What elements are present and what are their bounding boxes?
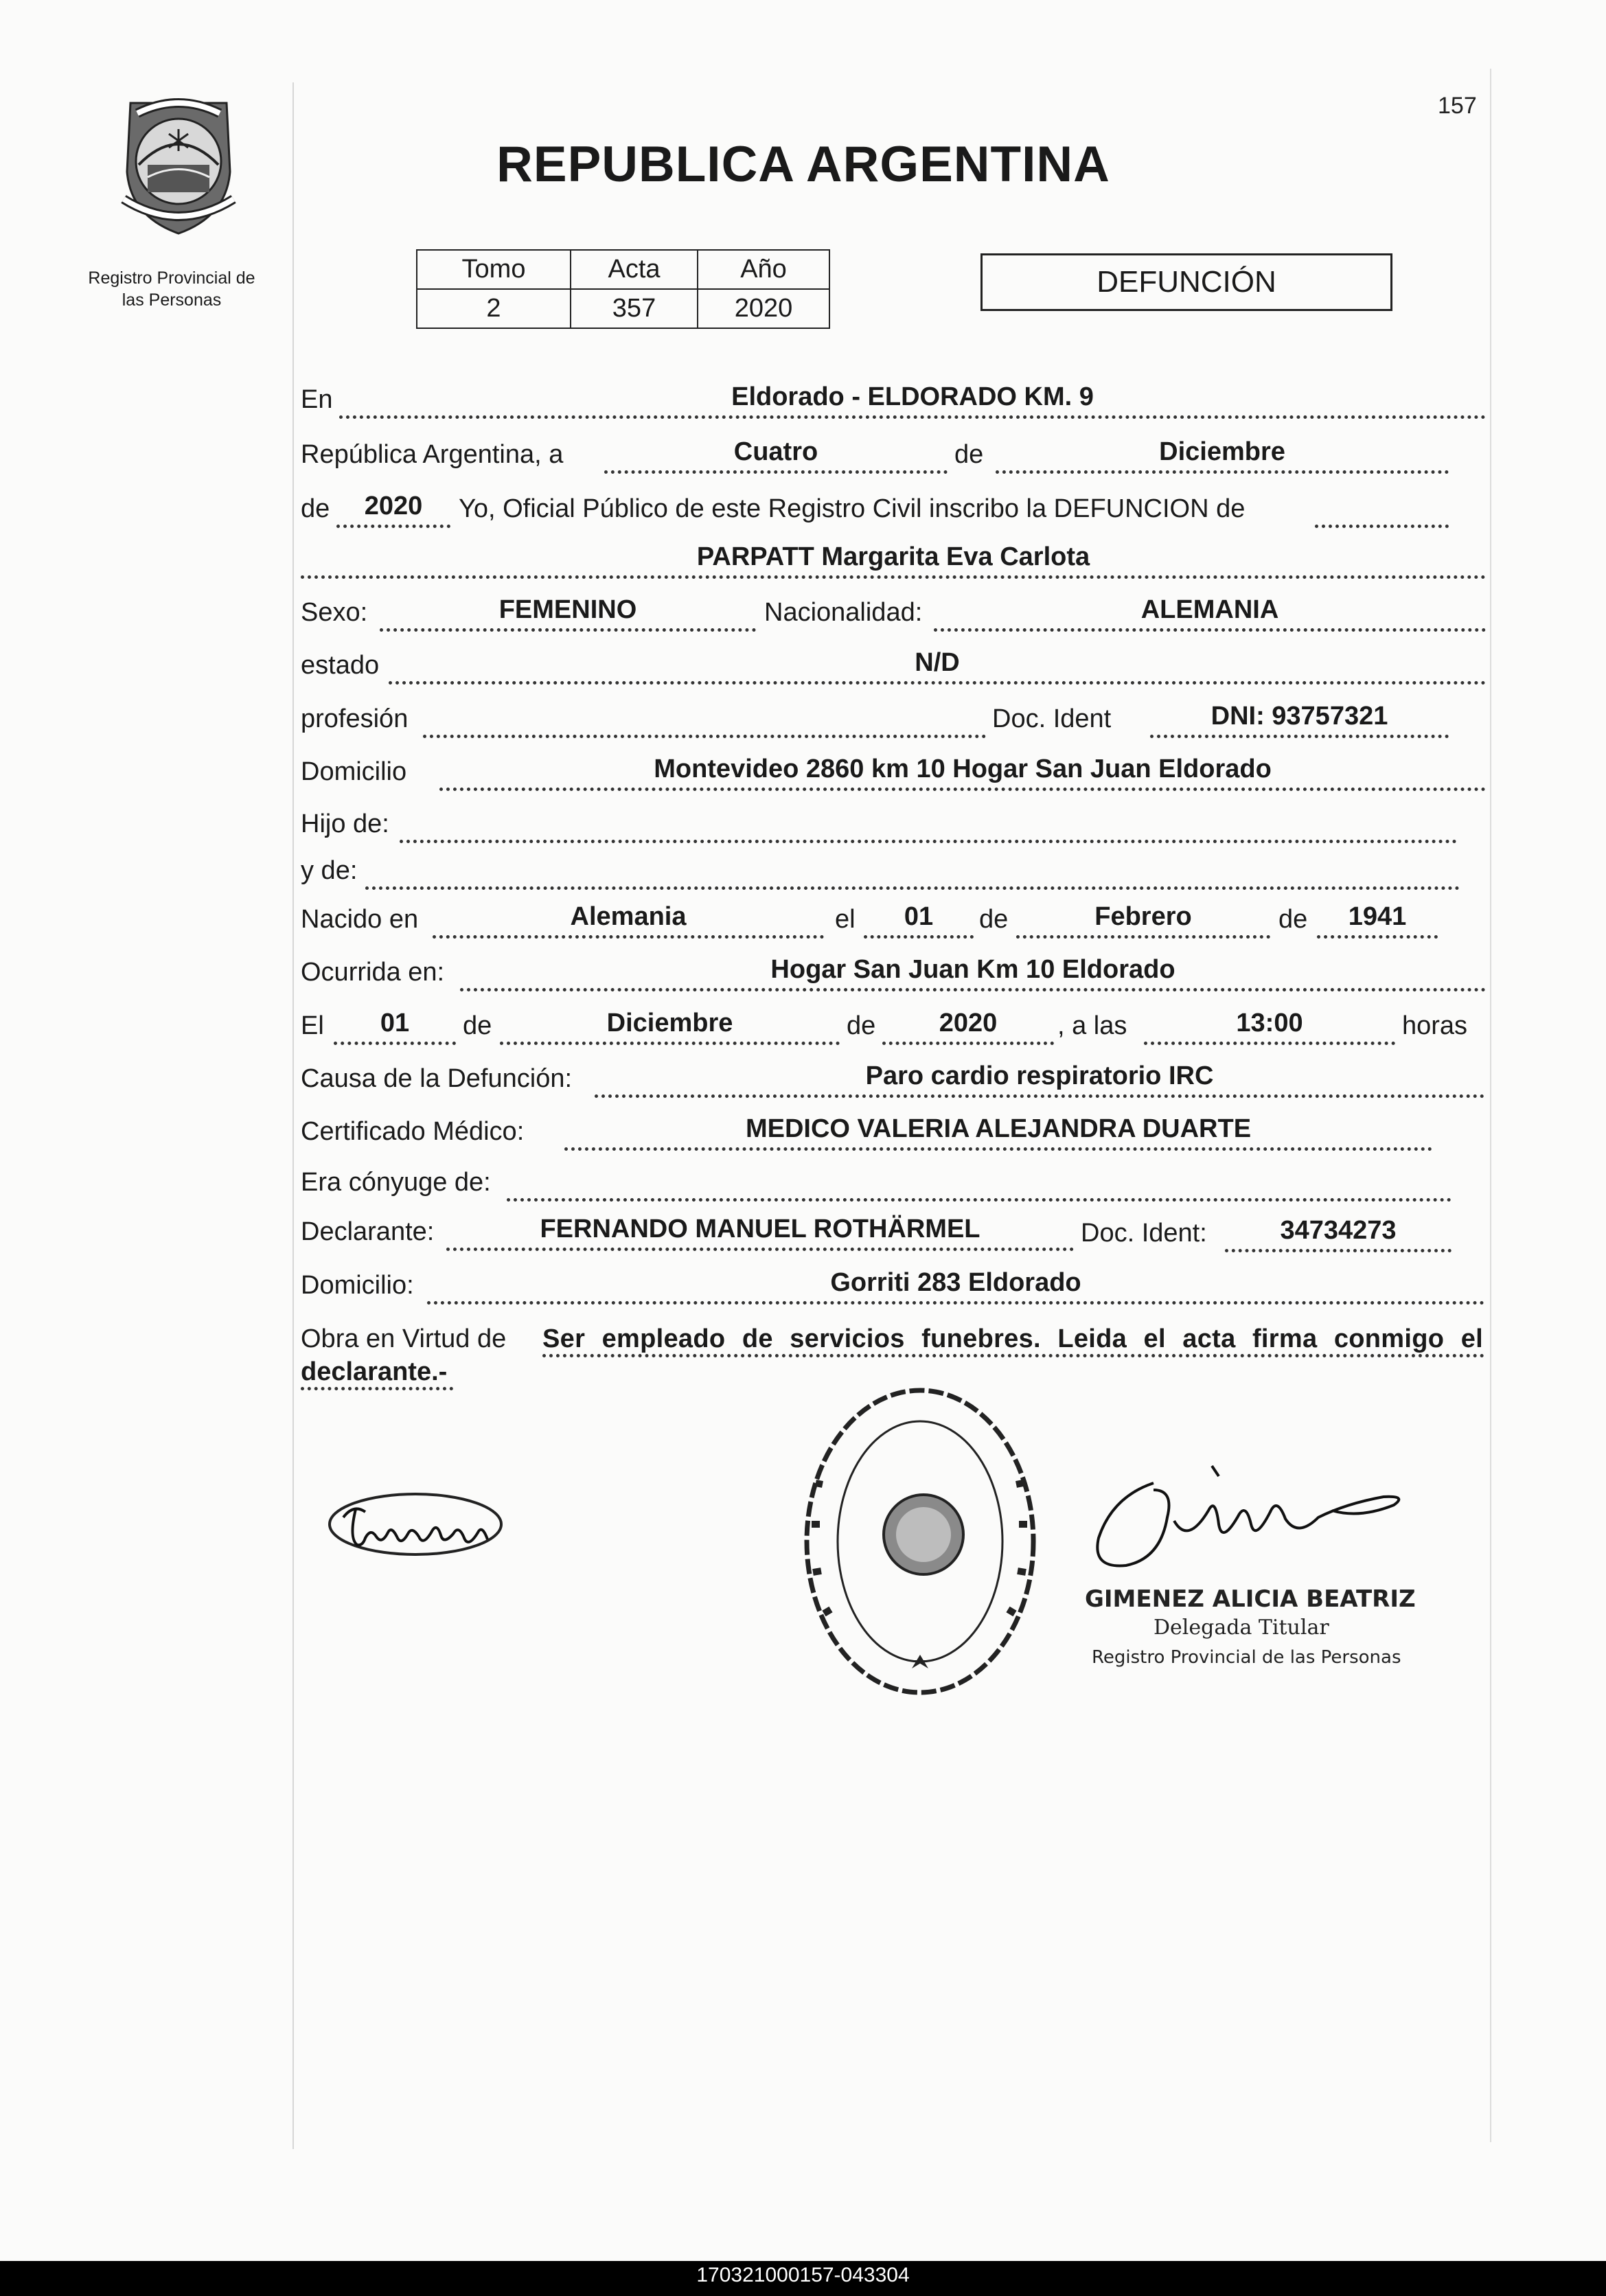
death-year: 2020: [939, 1009, 998, 1037]
anio-header: Año: [698, 250, 829, 289]
death-de-label-1: de: [463, 1011, 492, 1040]
death-month-line: [500, 1042, 840, 1045]
declarant-signature: [323, 1483, 508, 1565]
birth-month: Febrero: [1094, 902, 1192, 931]
decl-domicilio-value: Gorriti 283 Eldorado: [830, 1268, 1081, 1297]
provincial-seal-icon: [110, 96, 247, 240]
year-line: [336, 525, 450, 528]
nacido-line: [433, 935, 824, 939]
nacionalidad-line: [934, 628, 1486, 632]
day-line: [604, 470, 948, 474]
death-day: 01: [380, 1009, 410, 1037]
svg-text:Delegada Titular: Delegada Titular: [1154, 1616, 1329, 1640]
causa-value: Paro cardio respiratorio IRC: [865, 1061, 1214, 1090]
decl-domicilio-label: Domicilio:: [301, 1271, 414, 1300]
declarante-line: [446, 1248, 1074, 1251]
nacido-value: Alemania: [570, 902, 687, 931]
official-stamp-icon: [796, 1380, 1044, 1703]
tomo-header: Tomo: [417, 250, 571, 289]
birth-de-label-2: de: [1278, 905, 1308, 934]
hijo-label: Hijo de:: [301, 810, 389, 838]
ocurrida-label: Ocurrida en:: [301, 958, 445, 987]
alas-label: , a las: [1057, 1011, 1127, 1040]
obra-line-2: [301, 1387, 453, 1390]
en-value: Eldorado - ELDORADO KM. 9: [731, 382, 1094, 411]
sexo-label: Sexo:: [301, 598, 368, 627]
death-time: 13:00: [1236, 1009, 1303, 1037]
yde-line: [365, 886, 1460, 890]
horas-label: horas: [1402, 1011, 1468, 1040]
left-margin-line: [292, 82, 294, 2149]
page-number: 157: [1438, 93, 1477, 119]
de-label-2: de: [301, 494, 330, 523]
conyuge-label: Era cónyuge de:: [301, 1168, 491, 1197]
en-line: [339, 415, 1486, 419]
birth-year: 1941: [1348, 902, 1407, 931]
anio-value: 2020: [698, 289, 829, 328]
svg-text:GIMENEZ ALICIA BEATRIZ: GIMENEZ ALICIA BEATRIZ: [1085, 1585, 1416, 1613]
barcode-text: 170321000157-043304: [696, 2264, 910, 2286]
official-signature: [1071, 1456, 1428, 1682]
en-label: En: [301, 385, 333, 414]
domicilio-label: Domicilio: [301, 757, 407, 786]
causa-label: Causa de la Defunción:: [301, 1064, 573, 1093]
acta-header: Acta: [571, 250, 698, 289]
certificado-line: [564, 1147, 1432, 1151]
obra-line-1: [542, 1354, 1484, 1357]
domicilio-value: Montevideo 2860 km 10 Hogar San Juan Eldorado: [654, 755, 1272, 783]
reference-value-row: [417, 289, 829, 328]
obra-label: Obra en Virtud de: [301, 1324, 507, 1353]
tomo-value: 2: [417, 289, 571, 328]
nacionalidad-value: ALEMANIA: [1140, 595, 1279, 624]
el2-label: El: [301, 1011, 324, 1040]
birth-day-line: [864, 935, 974, 939]
month-value: Diciembre: [1159, 437, 1285, 466]
de-label-1: de: [954, 440, 984, 469]
death-time-line: [1144, 1042, 1395, 1045]
day-value: Cuatro: [733, 437, 818, 466]
document-title: REPUBLICA ARGENTINA: [496, 137, 1110, 192]
death-day-line: [334, 1042, 456, 1045]
registry-label: Registro Provincial de las Personas: [88, 268, 255, 310]
nacido-label: Nacido en: [301, 905, 419, 934]
right-margin-line: [1490, 69, 1491, 2142]
republica-label: República Argentina, a: [301, 440, 564, 469]
yde-label: y de:: [301, 856, 358, 885]
conyuge-line: [507, 1198, 1452, 1202]
profesion-line: [423, 735, 986, 738]
reference-header-row: [417, 250, 829, 289]
ocurrida-value: Hogar San Juan Km 10 Eldorado: [770, 955, 1175, 984]
estado-value: N/D: [915, 648, 960, 677]
nacionalidad-label: Nacionalidad:: [764, 598, 923, 627]
document-type-box: DEFUNCIÓN: [980, 253, 1392, 311]
decl-doc-value: 34734273: [1280, 1216, 1397, 1245]
declarante-value: FERNANDO MANUEL ROTHÄRMEL: [540, 1215, 980, 1243]
death-year-line: [882, 1042, 1054, 1045]
obra-value-line2: declarante.-: [301, 1357, 448, 1386]
certificado-label: Certificado Médico:: [301, 1117, 525, 1146]
obra-value-line1: Ser empleado de servicios funebres. Leida el acta firma conmigo el: [542, 1324, 1483, 1353]
yo-text: Yo, Oficial Público de este Registro Civil inscribo la DEFUNCION de: [459, 494, 1246, 523]
doc-label: Doc. Ident: [992, 704, 1112, 733]
decl-doc-label: Doc. Ident:: [1081, 1219, 1207, 1248]
estado-label: estado: [301, 651, 380, 680]
causa-line: [595, 1094, 1484, 1098]
reference-table: [416, 249, 830, 329]
death-de-label-2: de: [847, 1011, 876, 1040]
domicilio-line: [439, 788, 1486, 791]
doc-line: [1150, 735, 1449, 738]
name-line: [301, 575, 1486, 579]
yo-line: [1315, 525, 1449, 528]
doc-value: DNI: 93757321: [1211, 702, 1388, 731]
ocurrida-line: [460, 988, 1486, 991]
birth-year-line: [1317, 935, 1438, 939]
acta-value: 357: [571, 289, 698, 328]
death-month: Diciembre: [606, 1009, 733, 1037]
month-line: [996, 470, 1449, 474]
certificado-value: MEDICO VALERIA ALEJANDRA DUARTE: [745, 1114, 1252, 1143]
deceased-name: PARPATT Margarita Eva Carlota: [696, 542, 1090, 571]
hijo-line: [400, 840, 1457, 843]
birth-de-label-1: de: [979, 905, 1009, 934]
sexo-value: FEMENINO: [498, 595, 637, 624]
svg-text:Registro Provincial de las Per: Registro Provincial de las Personas: [1092, 1647, 1401, 1668]
decl-doc-line: [1225, 1249, 1452, 1252]
sexo-line: [380, 628, 756, 632]
birth-month-line: [1016, 935, 1270, 939]
estado-line: [389, 681, 1486, 685]
decl-domicilio-line: [427, 1301, 1484, 1305]
declarante-label: Declarante:: [301, 1217, 435, 1246]
profesion-label: profesión: [301, 704, 409, 733]
year-value: 2020: [364, 492, 423, 520]
birth-day: 01: [904, 902, 934, 931]
el-label: el: [835, 905, 856, 934]
